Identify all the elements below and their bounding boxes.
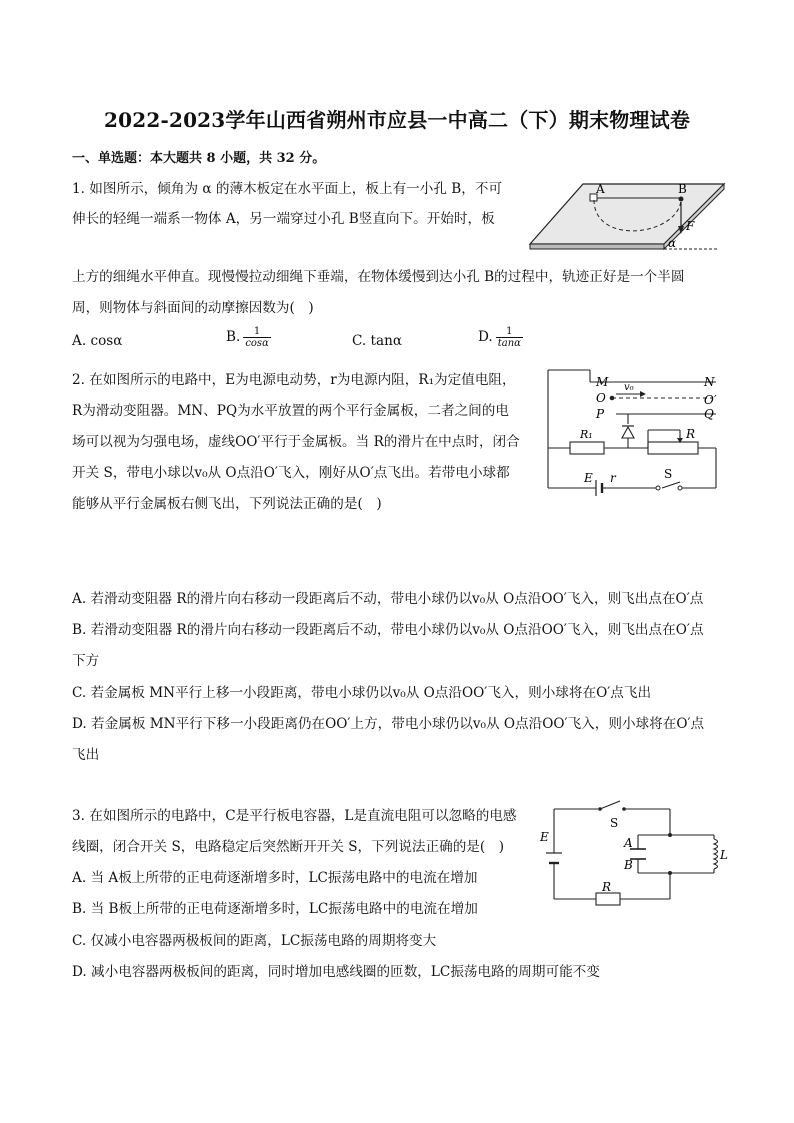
q1-incline-figure: [528, 178, 728, 260]
q2-fig-label-e: E: [584, 471, 593, 485]
q3-option-d[interactable]: D. 减小电容器两极板间的距离，同时增加电感线圈的匝数，LC振荡电路的周期可能不变: [72, 964, 600, 980]
q2-fig-label-s: S: [664, 467, 673, 481]
q2-fig-label-r: R: [686, 427, 696, 441]
q2-option-b-cont: 下方: [72, 653, 100, 669]
q1-fig-label-b: B: [678, 182, 687, 196]
q3-fig-label-b: B: [624, 858, 633, 872]
q1-line-3: 上方的细绳水平伸直。现慢慢拉动细绳下垂端，在物体缓慢到达小孔 B的过程中，轨迹正好是一个半圆: [72, 269, 685, 285]
q2-option-d-cont: 飞出: [72, 747, 100, 763]
q1-fig-label-f: F: [686, 219, 695, 233]
q2-line-3: 场可以视为匀强电场，虚线OO′平行于金属板。当 R的滑片在中点时，闭合: [72, 434, 520, 450]
q2-option-d[interactable]: D. 若金属板 MN平行下移一小段距离仍在OO′上方，带电小球仍以v₀从 O点沿OO′飞入，则小球将在O′点: [72, 716, 705, 732]
q2-line-1: 2. 在如图所示的电路中，E为电源电动势，r为电源内阻，R₁为定值电阻，: [72, 372, 516, 388]
q2-option-c[interactable]: C. 若金属板 MN平行上移一小段距离，带电小球仍以v₀从 O点沿OO′飞入，则小球将在O′点飞出: [72, 685, 652, 701]
q2-line-2: R为滑动变阻器。MN、PQ为水平放置的两个平行金属板，二者之间的电: [72, 403, 509, 419]
q1-line-2: 伸长的轻绳一端系一物体 A，另一端穿过小孔 B竖直向下。开始时，板: [72, 211, 495, 227]
q2-line-5: 能够从平行金属板右侧飞出，下列说法正确的是( ): [72, 496, 382, 512]
q2-circuit-figure: [540, 366, 725, 496]
q3-line-1: 3. 在如图所示的电路中，C是平行板电容器，L是直流电阻可以忽略的电感: [72, 808, 517, 824]
q3-option-b[interactable]: B. 当 B板上所带的正电荷逐渐增多时，LC振荡电路中的电流在增加: [72, 901, 478, 917]
q3-fig-label-s: S: [610, 816, 619, 830]
q1-line-4: 周，则物体与斜面间的动摩擦因数为( ): [72, 300, 314, 316]
q3-fig-label-r: R: [602, 880, 612, 894]
q2-option-a[interactable]: A. 若滑动变阻器 R的滑片向右移动一段距离后不动，带电小球仍以v₀从 O点沿OO′飞入，则飞出点在O′点: [72, 591, 704, 607]
q3-option-a[interactable]: A. 当 A板上所带的正电荷逐渐增多时，LC振荡电路中的电流在增加: [72, 870, 478, 886]
q2-option-b[interactable]: B. 若滑动变阻器 R的滑片向右移动一段距离后不动，带电小球仍以v₀从 O点沿OO′飞入，则飞出点在O′点: [72, 622, 704, 638]
q1-option-b[interactable]: [226, 326, 271, 349]
q3-fig-label-a: A: [624, 836, 633, 850]
q1-option-d-fraction: $\frac{1}{\tan\alpha}$: [497, 326, 521, 349]
page-title: 2022-2023学年山西省朔州市应县一中高二（下）期末物理试卷: [103, 108, 691, 132]
q2-fig-label-q: Q: [704, 407, 714, 421]
q2-fig-label-r-internal: r: [610, 471, 616, 485]
q2-fig-label-v0: v₀: [624, 382, 634, 393]
q2-fig-label-o-prime: O′: [704, 393, 717, 407]
q3-fig-label-e: E: [540, 830, 549, 844]
q2-fig-label-o: O: [596, 391, 606, 405]
q1-option-d[interactable]: [478, 326, 523, 349]
q1-line-1: 1. 如图所示，倾角为 α 的薄木板定在水平面上，板上有一小孔 B，不可: [72, 181, 503, 197]
q1-option-a[interactable]: A. cosα: [72, 333, 123, 349]
section-heading: 一、单选题：本大题共 8 小题，共 32 分。: [72, 151, 326, 166]
q3-lc-circuit-figure: [538, 797, 728, 911]
q1-option-d-label: D.: [478, 329, 493, 345]
q1-option-c[interactable]: C. tanα: [352, 333, 403, 349]
q2-fig-label-m: M: [596, 375, 609, 389]
q1-fig-label-a: A: [596, 182, 605, 196]
q3-line-2: 线圈，闭合开关 S，电路稳定后突然断开开关 S，下列说法正确的是( ): [72, 839, 505, 855]
q1-option-b-label: B.: [226, 329, 241, 345]
q1-option-b-fraction: $\frac{1}{\cos\alpha}$: [245, 326, 269, 349]
q2-fig-label-p: P: [596, 407, 605, 421]
q1-fig-label-alpha: α: [668, 236, 677, 250]
q2-line-4: 开关 S，带电小球以v₀从 O点沿O′飞入，刚好从O′点飞出。若带电小球都: [72, 465, 510, 481]
q2-fig-label-n: N: [704, 375, 715, 389]
q3-option-c[interactable]: C. 仅减小电容器两极板间的距离，LC振荡电路的周期将变大: [72, 933, 437, 949]
q3-fig-label-l: L: [720, 848, 728, 862]
q2-fig-label-r1: R₁: [580, 428, 593, 441]
